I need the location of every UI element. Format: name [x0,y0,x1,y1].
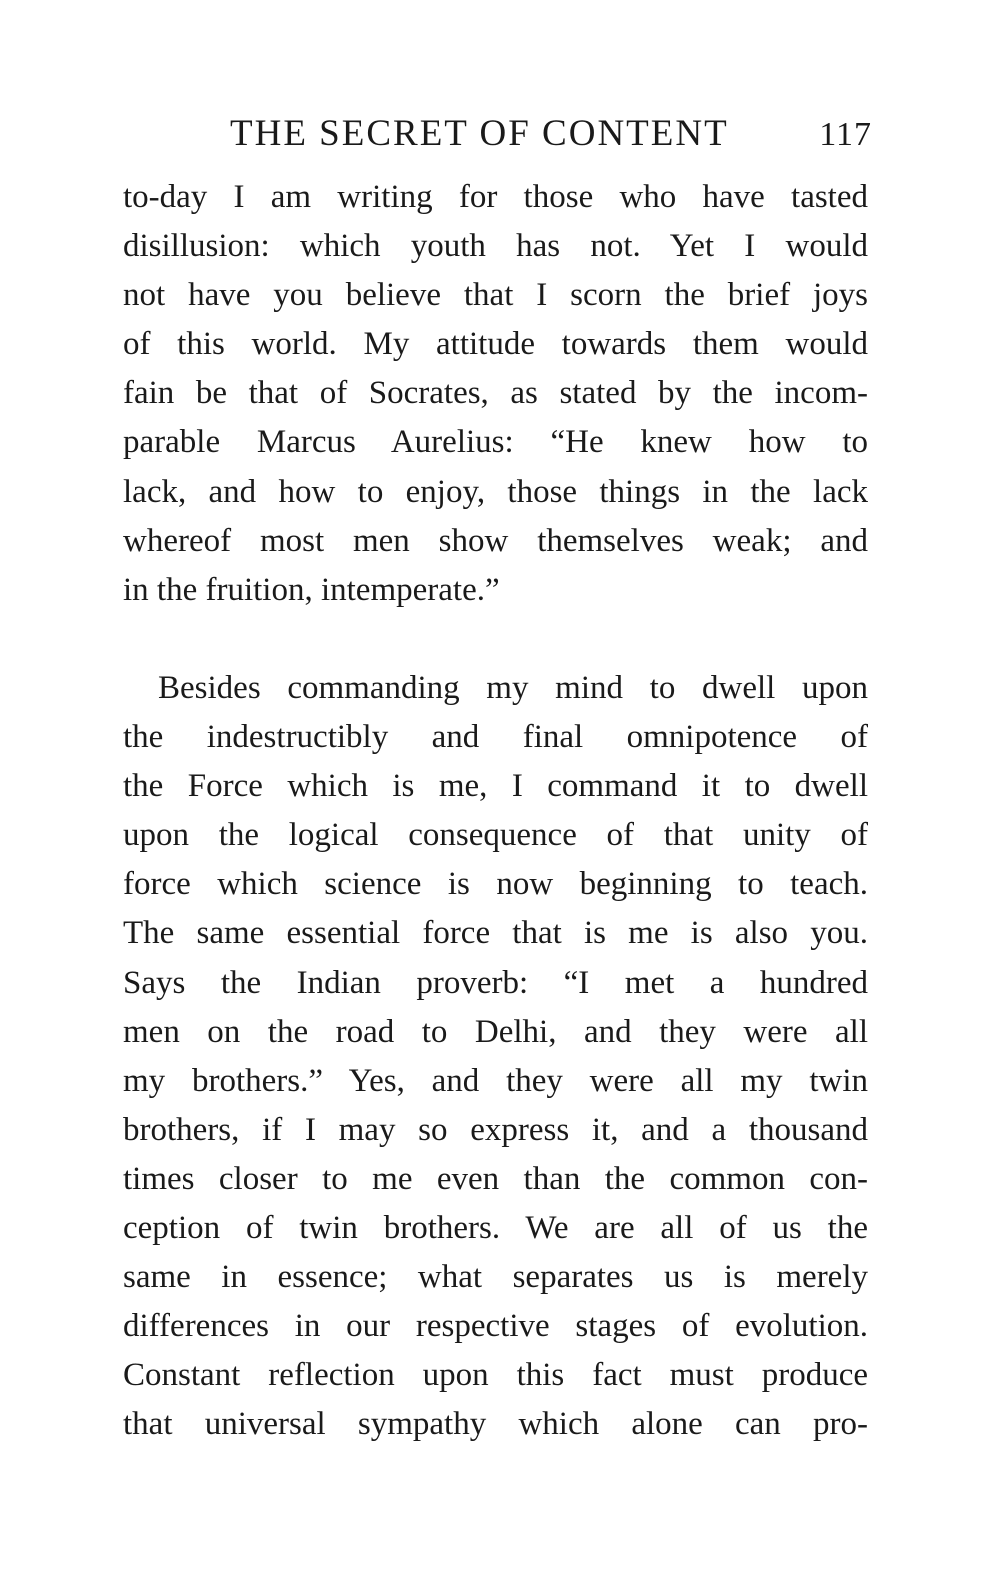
text-line: brothers, if I may so express it, and a thousand [123,1111,868,1148]
text-line: my brothers.” Yes, and they were all my twin [123,1062,868,1099]
text-line: Says the Indian proverb: “I met a hundred [123,964,868,1001]
text-line: parable Marcus Aurelius: “He knew how to [123,424,868,461]
running-head [230,112,880,162]
text-line: the Force which is me, I command it to dwell [123,768,868,805]
text-line: force which science is now beginning to teach. [123,866,868,903]
text-line: that universal sympathy which alone can pro- [123,1406,868,1443]
text-line: The same essential force that is me is also you. [123,915,868,952]
text-line: of this world. My attitude towards them would [123,326,868,363]
paragraph-2 [123,664,868,1450]
text-line: the indestructibly and final omnipotence of [123,719,868,756]
text-line: in the fruition, intemperate.” [123,571,500,608]
running-title: THE SECRET OF CONTENT [230,113,729,154]
text-line: not have you believe that I scorn the brief joys [123,277,868,314]
text-line: lack, and how to enjoy, those things in the lack [123,473,868,510]
text-line: disillusion: which youth has not. Yet I would [123,228,868,265]
text-line: ception of twin brothers. We are all of us the [123,1210,868,1247]
text-line: men on the road to Delhi, and they were all [123,1013,868,1050]
page-number: 117 [819,116,872,153]
text-line: Constant reflection upon this fact must produce [123,1357,868,1394]
text-line: whereof most men show themselves weak; and [123,522,868,559]
text-line: differences in our respective stages of evolution. [123,1308,868,1345]
paragraph-1 [123,173,868,615]
text-line: times closer to me even than the common con- [123,1160,868,1197]
text-line: fain be that of Socrates, as stated by the incom- [123,375,868,412]
text-line: upon the logical consequence of that unity of [123,817,868,854]
text-line: Besides commanding my mind to dwell upon [158,670,868,706]
text-line: same in essence; what separates us is merely [123,1259,868,1296]
text-line: to-day I am writing for those who have tasted [123,179,868,215]
